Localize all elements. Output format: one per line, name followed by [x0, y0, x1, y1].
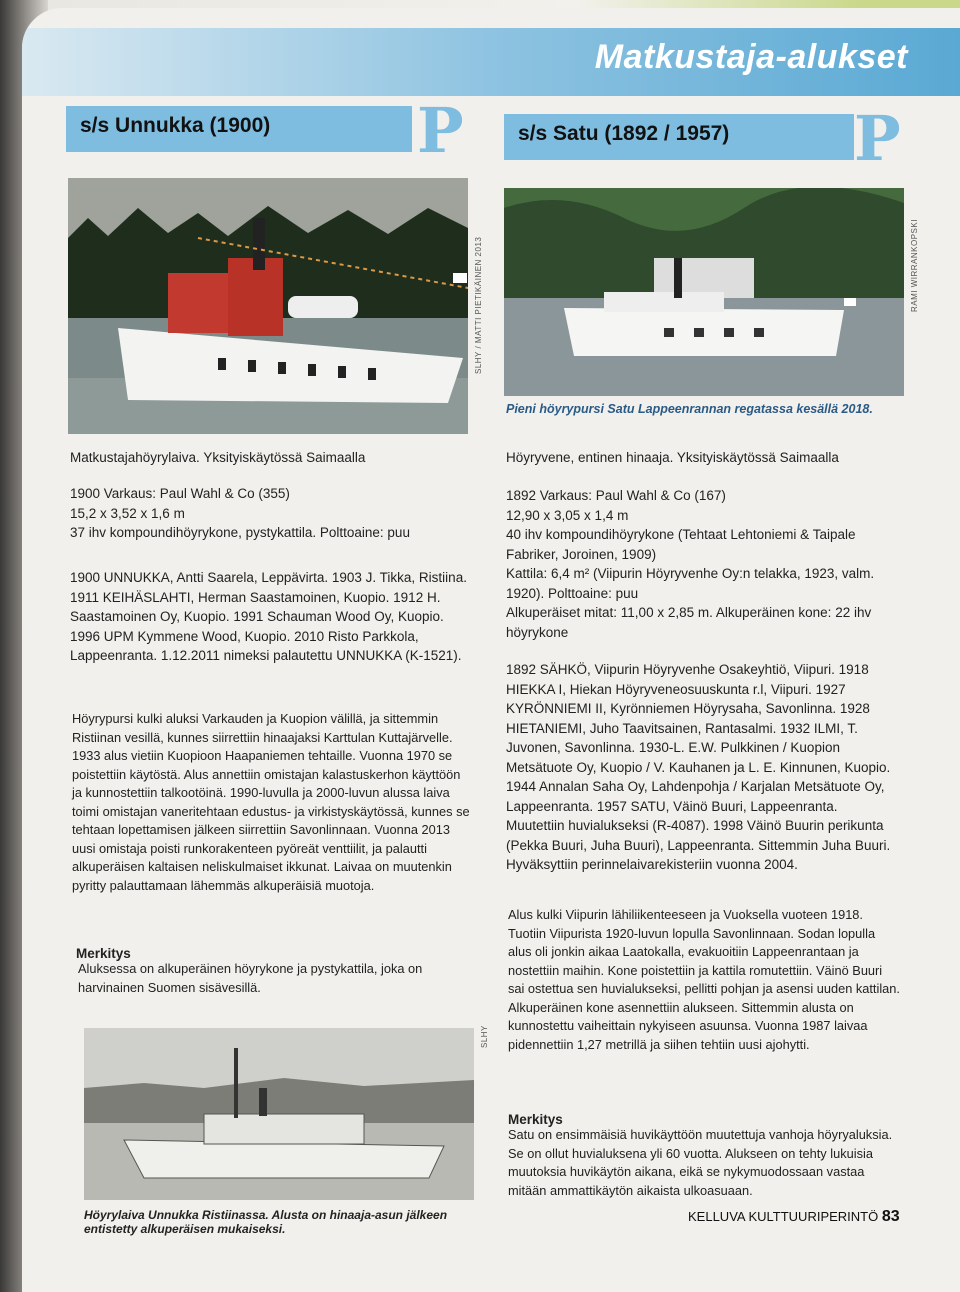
book-title: KELLUVA KULTTUURIPERINTÖ	[688, 1209, 879, 1224]
unnukka-historic-photo	[84, 1028, 474, 1200]
unnukka-photo	[68, 178, 468, 434]
left-spec-line: 37 ihv kompoundihöyrykone, pystykattila. Polttoaine: puu	[70, 525, 410, 540]
right-spec-line: 12,90 x 3,05 x 1,4 m	[506, 507, 629, 523]
left-subtitle: Matkustajahöyrylaiva. Yksityiskäytössä Saimaalla	[70, 450, 366, 465]
right-specs	[506, 486, 906, 642]
left-spec-line: 15,2 x 3,52 x 1,6 m	[70, 505, 185, 521]
left-story: Höyrypursi kulki aluksi Varkauden ja Kuopion välillä, ja sittemmin Ristiinan vesillä, kunnes siirrettiin hinaajaksi Karttulan Kuttajärvelle. 1933 alus vietiin Kuopioon Haapaniemen tehtaille. Vuonna 1970 se poistettiin käytöstä. Alus annettiin omistajan kalastuskerhon käyttöön ja kunnostettiin talkootöinä. 1990-luvulla ja 2000-luvun alussa laiva toimi omistajan vaneritehtaan edustus- ja virkistyskäytössä, kunnes se tehtaan lopettamisen jälkeen siirrettiin Savonlinnaan. Vuonna 2013 uusi omistaja poisti runkorakenteen pyöreät venttiilit, ja palautti alkuperäisen kaltaisen neliskulmaiset ikkunat. Laivaa on muutenkin pyritty palauttamaan lähemmäs alkuperäisiä muotoja.	[72, 711, 470, 893]
section-title: Matkustaja-alukset	[594, 38, 908, 76]
right-spec-line: Kattila: 6,4 m² (Viipurin Höyryvenhe Oy:n telakka, 1923, valm. 1920). Polttoaine: puu	[506, 566, 875, 601]
left-p-badge: P	[417, 94, 464, 167]
satu-photo	[504, 188, 904, 396]
right-ship-header	[504, 114, 854, 160]
right-ship-name: s/s Satu (1892 / 1957)	[518, 122, 730, 145]
left-merkitys-heading: Merkitys	[76, 946, 131, 961]
left-spec-line: 1900 Varkaus: Paul Wahl & Co (355)	[70, 486, 290, 501]
left-photo-credit: SLHY / MATTI PIETIKÄINEN 2013	[474, 236, 483, 374]
left-ship-name: s/s Unnukka (1900)	[80, 114, 271, 137]
right-merkitys-text: Satu on ensimmäisiä huvikäyttöön muutettuja vanhoja höyryaluksia. Se on ollut huvialuksena yli 60 vuotta. Alukseen on tehty lukuisia muutoksia huvikäytön aikana, eikä se nykymuodossaan vastaa mitään ammattikäytön aikaista ulkoasuaan.	[508, 1127, 893, 1198]
book-page	[22, 8, 960, 1292]
left-specs	[70, 484, 470, 543]
right-merkitys-heading: Merkitys	[508, 1112, 563, 1127]
page-footer	[688, 1208, 900, 1226]
left-photo2-credit: SLHY	[480, 1025, 489, 1048]
page-number: 83	[881, 1208, 900, 1225]
right-subtitle: Höyryvene, entinen hinaaja. Yksityiskäytössä Saimaalla	[506, 450, 839, 465]
right-story: Alus kulki Viipurin lähiliikenteeseen ja Vuoksella vuoteen 1918. Tuotiin Viipurista 1920-luvun lopulla Savonlinnaan. Sodan lopulla alus oli jonkin aikaa Laatokalla, evakuoitiin Lappeenrantaan ja nostettiin maihin. Kone poistettiin ja kattila romutettiin. Väinö Buuri sai ostettua sen huvialukseksi, pellitti pohjan ja asensi uuden kattilan. Alkuperäinen kone asennettiin alukseen. Sittemmin alusta on kunnostettu vaiheittain nykyiseen asuunsa. Vuonna 1987 laivaa pidennettiin 1,27 metrillä ja siihen tehtiin uusi ajohytti.	[508, 907, 900, 1052]
right-p-badge: P	[854, 102, 901, 175]
right-photo-caption: Pieni höyrypursi Satu Lappeenrannan regatassa kesällä 2018.	[506, 402, 873, 416]
left-history: 1900 UNNUKKA, Antti Saarela, Leppävirta. 1903 J. Tikka, Ristiina. 1911 KEIHÄSLAHTI, Herman Saastamoinen, Kuopio. 1912 H. Saastamoinen Oy, Kuopio. 1991 Schauman Wood Oy, Kuopio. 1996 UPM Kymmene Wood, Kuopio. 2010 Risto Parkkola, Lappeenranta. 1.12.2011 nimeksi palautettu UNNUKKA (K-1521).	[70, 570, 467, 663]
right-history: 1892 SÄHKÖ, Viipurin Höyryvenhe Osakeyhtiö, Viipuri. 1918 HIEKKA I, Hiekan Höyryveneosuuskunta r.l, Viipuri. 1927 KYRÖNNIEMI II, Kyrönniemen Höyrysaha, Savonlinna. 1928 HIETANIEMI, Juho Taavitsainen, Rantasalmi. 1932 ILMI, T. Juvonen, Savonlinna. 1930-L. E.W. Pulkkinen / Kuopion Metsätuote Oy, Kuopio / V. Kauhanen ja L. E. Kinnunen, Kuopio. 1944 Annalan Saha Oy, Lahdenpohja / Karjalan Metsätuote Oy, Lappeenranta. 1957 SATU, Väinö Buuri, Lappeenranta. Muutettiin huvialukseksi (R-4087). 1998 Väinö Buurin perikunta (Pekka Buuri, Juha Buuri), Lappeenranta. Sittemmin Juha Buuri. Hyväksyttiin perinnelaivarekisteriin vuonna 2004.	[506, 662, 891, 872]
right-spec-line: 40 ihv kompoundihöyrykone (Tehtaat Lehtoniemi & Taipale Fabriker, Joroinen, 1909)	[506, 527, 856, 562]
left-ship-header	[66, 106, 412, 152]
left-merkitys-text: Aluksessa on alkuperäinen höyrykone ja pystykattila, joka on harvinainen Suomen sisävesillä.	[78, 961, 423, 995]
right-photo-credit: RAMI WIRRANKOPSKI	[910, 219, 919, 312]
right-spec-line: 1892 Varkaus: Paul Wahl & Co (167)	[506, 488, 726, 503]
left-photo2-caption: Höyrylaiva Unnukka Ristiinassa. Alusta on hinaaja-asun jälkeen entistetty alkuperäisen mukaiseksi.	[84, 1208, 448, 1236]
right-spec-line: Alkuperäiset mitat: 11,00 x 2,85 m. Alkuperäinen kone: 22 ihv höyrykone	[506, 605, 872, 640]
